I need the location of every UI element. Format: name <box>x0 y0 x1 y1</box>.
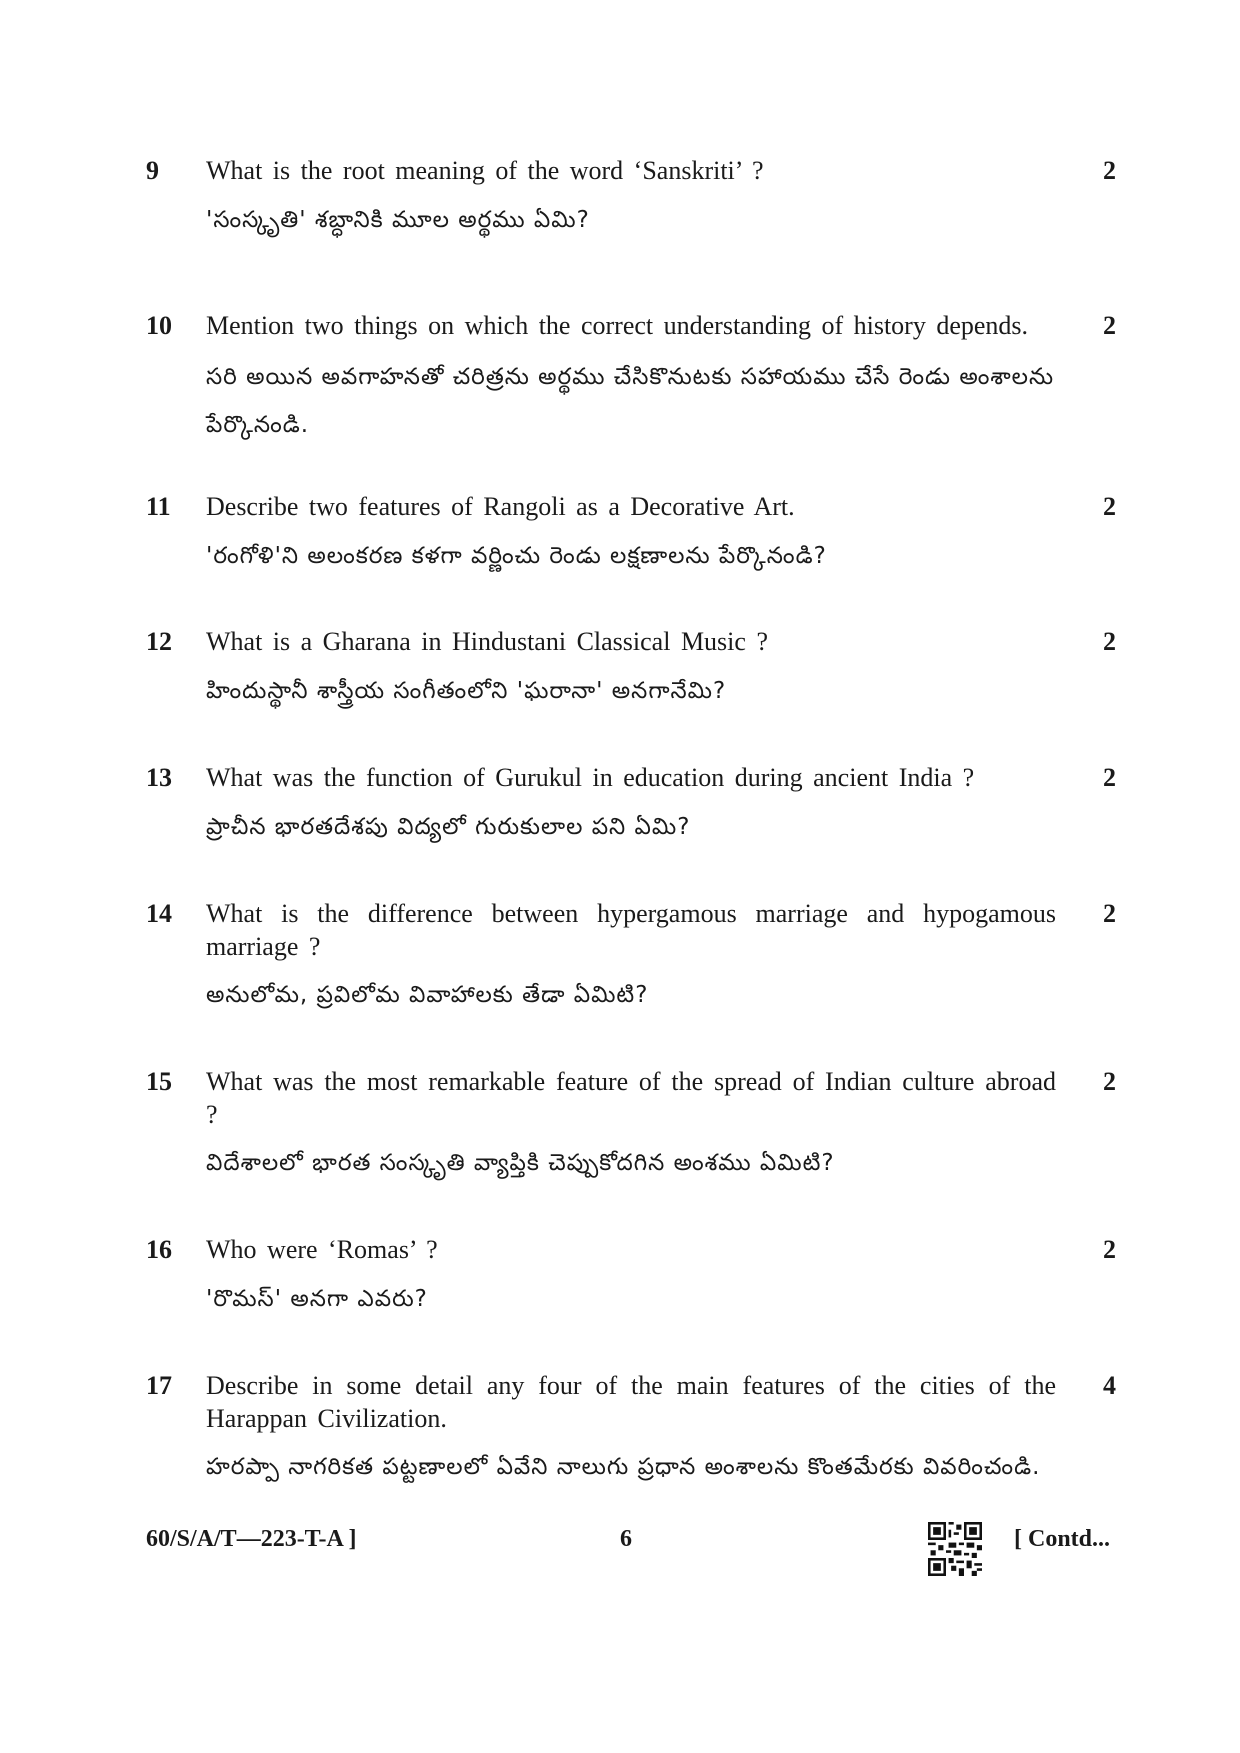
question-text-english: Mention two things on which the correct understanding of history depends. <box>206 311 1029 340</box>
question-number: 17 <box>146 1371 172 1400</box>
question-number: 10 <box>146 311 172 340</box>
question-number: 12 <box>146 627 172 656</box>
question-number: 9 <box>146 156 159 185</box>
question-text-telugu: 'రంగోళి'ని అలంకరణ కళగా వర్ణించు రెండు లక్షణాలను పేర్కొనండి? <box>206 543 827 569</box>
question-text-english: What is the difference between hypergamous marriage and hypogamous marriage ? <box>206 899 1056 961</box>
question-text-telugu: సరి అయిన అవగాహనతో చరిత్రను అర్థము చేసికొనుటకు సహాయము చేసే రెండు అంశాలను పేర్కొనండి. <box>206 364 1055 438</box>
continued-label: [ Contd... <box>1014 1526 1111 1552</box>
page-footer <box>0 1522 1240 1582</box>
page-number: 6 <box>620 1526 632 1552</box>
question-text-english: What was the function of Gurukul in education during ancient India ? <box>206 763 975 792</box>
question-text-english: What was the most remarkable feature of the spread of Indian culture abroad ? <box>206 1067 1056 1129</box>
qr-code-icon <box>928 1522 982 1576</box>
question-number: 14 <box>146 899 172 928</box>
question-marks: 2 <box>1103 627 1116 656</box>
question-marks: 2 <box>1103 899 1116 928</box>
question-text-telugu: విదేశాలలో భారత సంస్కృతి వ్యాప్తికి చెప్పుకోదగిన అంశము ఏమిటి? <box>206 1150 835 1176</box>
question-text-telugu: హిందుస్థానీ శాస్త్రీయ సంగీతంలోని 'ఘరానా' అనగానేమి? <box>206 678 727 704</box>
question-marks: 4 <box>1103 1371 1116 1400</box>
question-marks: 2 <box>1103 311 1116 340</box>
question-text-english: What is the root meaning of the word ‘Sanskriti’ ? <box>206 156 764 185</box>
question-marks: 2 <box>1103 492 1116 521</box>
question-text-telugu: 'సంస్కృతి' శబ్ధానికి మూల అర్థము ఏమి? <box>206 207 590 233</box>
question-number: 15 <box>146 1067 172 1096</box>
paper-code: 60/S/A/T—223-T-A ] <box>146 1526 357 1552</box>
question-marks: 2 <box>1103 1235 1116 1264</box>
question-text-english: What is a Gharana in Hindustani Classical Music ? <box>206 627 768 656</box>
question-marks: 2 <box>1103 156 1116 185</box>
question-text-english: Who were ‘Romas’ ? <box>206 1235 438 1264</box>
question-number: 13 <box>146 763 172 792</box>
question-text-telugu: ప్రాచీన భారతదేశపు విద్యలో గురుకులాల పని ఏమి? <box>206 814 691 840</box>
question-text-english: Describe in some detail any four of the main features of the cities of the Harappan Civilization. <box>206 1371 1056 1433</box>
question-text-telugu: హరప్పా నాగరికత పట్టణాలలో ఏవేని నాలుగు ప్రధాన అంశాలను కొంతమేరకు వివరించండి. <box>206 1454 1041 1480</box>
question-text-english: Describe two features of Rangoli as a Decorative Art. <box>206 492 795 521</box>
question-text-telugu: అనులోమ, ప్రవిలోమ వివాహాలకు తేడా ఏమిటి? <box>206 982 649 1008</box>
question-text-telugu: 'రొమస్' అనగా ఎవరు? <box>206 1286 428 1312</box>
question-number: 16 <box>146 1235 172 1264</box>
question-marks: 2 <box>1103 763 1116 792</box>
question-number: 11 <box>146 492 171 521</box>
question-marks: 2 <box>1103 1067 1116 1096</box>
